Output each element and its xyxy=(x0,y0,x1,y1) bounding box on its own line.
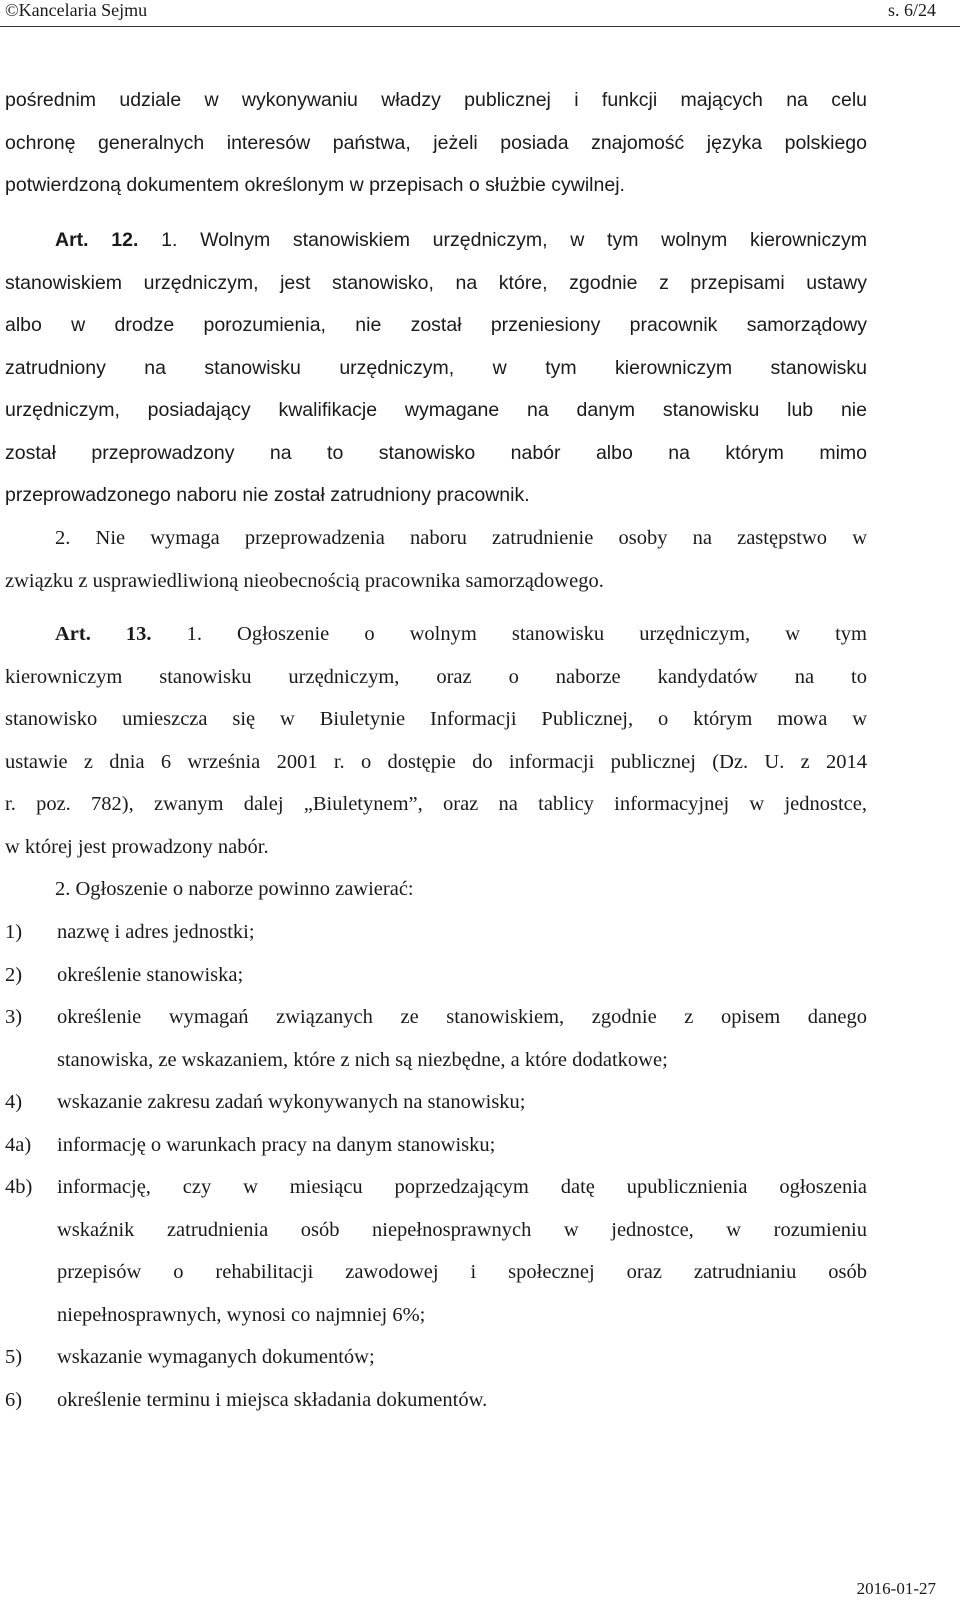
list-item-text: określenie stanowiska; xyxy=(57,963,244,986)
list-item-number: 4) xyxy=(5,1091,23,1113)
article-12-para-2 xyxy=(5,517,867,602)
text-line: ustawie z dnia 6 września 2001 r. o dostępie do informacji publicznej (Dz. U. z 2014 xyxy=(5,750,867,773)
text-line: 1. Ogłoszenie o wolnym stanowisku urzędniczym, w tym xyxy=(186,623,867,645)
text-line: w której jest prowadzony nabór. xyxy=(5,835,269,858)
text-line: pośrednim udziale w wykonywaniu władzy publicznej i funkcji mających na celu xyxy=(5,89,867,111)
list-item xyxy=(5,1124,867,1167)
list-item-text: informację o warunkach pracy na danym stanowisku; xyxy=(57,1133,496,1156)
text-line: 1. Wolnym stanowiskiem urzędniczym, w tym wolnym kierowniczym xyxy=(161,229,868,251)
text-line: kierowniczym stanowisku urzędniczym, oraz o naborze kandydatów na to xyxy=(5,665,867,688)
requirements-list xyxy=(5,911,867,1421)
text-line: ochronę generalnych interesów państwa, jeżeli posiada znajomość języka polskiego xyxy=(5,131,867,154)
list-item-text: określenie wymagań związanych ze stanowiskiem, zgodnie z opisem danego xyxy=(57,1006,867,1028)
article-12-label: Art. 12. xyxy=(55,229,139,251)
page-header xyxy=(0,0,960,27)
text-line: potwierdzoną dokumentem określonym w przepisach o służbie cywilnej. xyxy=(5,174,625,196)
text-line: urzędniczym, posiadający kwalifikacje wymagane na danym stanowisku lub nie xyxy=(5,399,867,421)
list-item-number: 3) xyxy=(5,1006,23,1028)
text-line: związku z usprawiedliwioną nieobecnością pracownika samorządowego. xyxy=(5,569,604,592)
list-item xyxy=(5,1166,867,1336)
article-12 xyxy=(5,219,867,517)
text-line: albo w drodze porozumienia, nie został przeniesiony pracownik samorządowy xyxy=(5,314,867,336)
text-line: r. poz. 782), zwanym dalej „Biuletynem”, oraz na tablicy informacyjnej w jednostce, xyxy=(5,793,867,815)
article-13-para-1-lead xyxy=(5,613,867,656)
list-item xyxy=(5,1336,867,1379)
article-13-label: Art. 13. xyxy=(55,623,152,645)
article-13 xyxy=(5,613,867,911)
list-item xyxy=(5,1081,867,1124)
list-item-number: 6) xyxy=(5,1388,23,1411)
list-item xyxy=(5,954,867,997)
list-item-text: określenie terminu i miejsca składania dokumentów. xyxy=(57,1388,488,1411)
text-line: stanowisko umieszcza się w Biuletynie Informacji Publicznej, o którym mowa w xyxy=(5,708,867,730)
list-item-number: 1) xyxy=(5,921,23,943)
text-line: przeprowadzonego naboru nie został zatrudniony pracownik. xyxy=(5,484,530,506)
list-item-text: wskazanie zakresu zadań wykonywanych na stanowisku; xyxy=(57,1091,526,1113)
list-item-number: 4a) xyxy=(5,1133,32,1156)
list-item-number: 5) xyxy=(5,1346,23,1368)
footer-date: 2016-01-27 xyxy=(856,1579,936,1598)
list-item-text: przepisów o rehabilitacji zawodowej i społecznej oraz zatrudnianiu osób xyxy=(57,1261,867,1283)
text-line: stanowiskiem urzędniczym, jest stanowisko, na które, zgodnie z przepisami ustawy xyxy=(5,271,867,294)
list-item-number: 4b) xyxy=(5,1176,33,1198)
list-item-text: wskaźnik zatrudnienia osób niepełnosprawnych w jednostce, w rozumieniu xyxy=(57,1218,867,1241)
list-item xyxy=(5,1379,867,1422)
list-item xyxy=(5,911,867,954)
intro-paragraph xyxy=(5,79,867,207)
list-item xyxy=(5,996,867,1081)
page-number: s. 6/24 xyxy=(887,0,936,20)
list-item-text: nazwę i adres jednostki; xyxy=(57,921,255,943)
list-item-text: wskazanie wymaganych dokumentów; xyxy=(57,1346,375,1368)
list-item-number: 2) xyxy=(5,963,23,986)
list-item-text: niepełnosprawnych, wynosi co najmniej 6%; xyxy=(57,1303,426,1326)
copyright-label: ©Kancelaria Sejmu xyxy=(5,0,148,20)
article-12-para-1-lead xyxy=(5,219,867,262)
text-line: 2. Nie wymaga przeprowadzenia naboru zatrudnienie osoby na zastępstwo w xyxy=(55,527,867,549)
list-item-text: informację, czy w miesiącu poprzedzającym datę upublicznienia ogłoszenia xyxy=(57,1176,867,1198)
list-item-text: stanowiska, ze wskazaniem, które z nich są niezbędne, a które dodatkowe; xyxy=(57,1048,668,1071)
text-line: został przeprowadzony na to stanowisko nabór albo na którym mimo xyxy=(5,441,867,464)
text-line: zatrudniony na stanowisku urzędniczym, w tym kierowniczym stanowisku xyxy=(5,356,867,379)
text-line: 2. Ogłoszenie o naborze powinno zawierać: xyxy=(55,878,414,900)
